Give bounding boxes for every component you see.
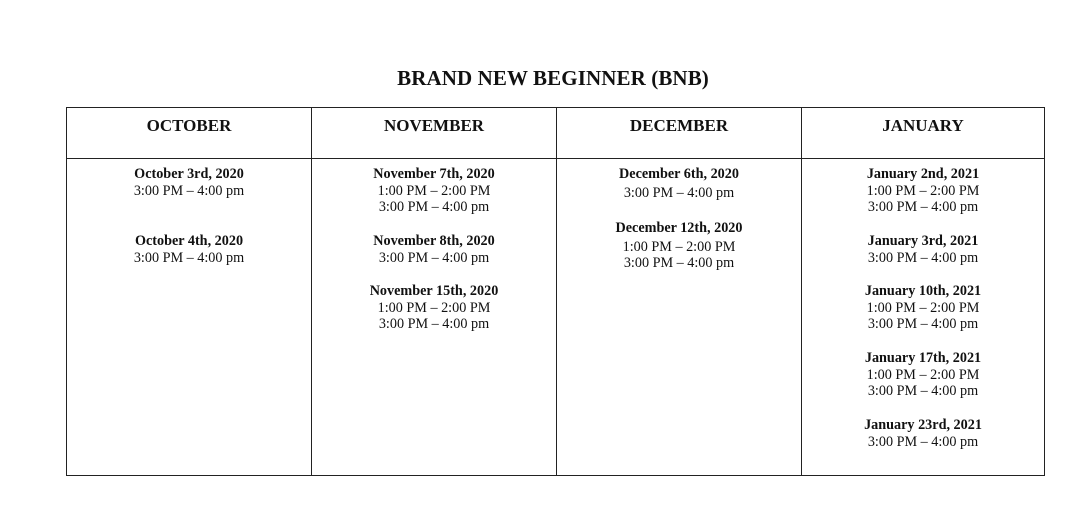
session-date: November 15th, 2020 [369, 283, 499, 299]
session-time: 3:00 PM – 4:00 pm [623, 184, 735, 201]
month-header: NOVEMBER [312, 108, 556, 159]
session-time: 3:00 PM – 4:00 pm [867, 199, 979, 215]
session-entry [802, 417, 1044, 450]
session-time: 1:00 PM – 2:00 PM [377, 182, 491, 199]
session-entry [312, 166, 556, 216]
session-time: 1:00 PM – 2:00 PM [866, 182, 980, 199]
session-date: December 12th, 2020 [615, 220, 743, 236]
session-date: October 4th, 2020 [134, 233, 244, 249]
session-entry [67, 233, 311, 266]
session-date: December 6th, 2020 [619, 166, 739, 182]
session-entry [802, 283, 1044, 333]
session-time: 1:00 PM – 2:00 PM [622, 238, 736, 255]
session-date: November 7th, 2020 [373, 166, 495, 182]
month-column-january [801, 108, 1044, 475]
month-header: OCTOBER [67, 108, 311, 159]
session-entry [557, 220, 801, 272]
session-time: 3:00 PM – 4:00 pm [867, 433, 979, 450]
page-title: BRAND NEW BEGINNER (BNB) [397, 66, 709, 90]
schedule-table [66, 107, 1045, 476]
session-time: 1:00 PM – 2:00 PM [866, 299, 980, 316]
session-date: January 23rd, 2021 [864, 417, 982, 433]
session-time: 3:00 PM – 4:00 pm [378, 199, 490, 215]
session-time: 3:00 PM – 4:00 pm [133, 182, 245, 199]
session-entry [802, 233, 1044, 266]
session-entry [557, 166, 801, 201]
session-date: January 17th, 2021 [864, 350, 982, 366]
session-entry [312, 233, 556, 266]
month-column-november [311, 108, 556, 475]
session-time: 3:00 PM – 4:00 pm [867, 249, 979, 266]
session-date: January 10th, 2021 [864, 283, 982, 299]
month-header: JANUARY [802, 108, 1044, 159]
session-entry [312, 283, 556, 333]
session-date: October 3rd, 2020 [134, 166, 244, 182]
session-time: 3:00 PM – 4:00 pm [378, 316, 490, 332]
session-date: January 3rd, 2021 [867, 233, 979, 249]
month-column-december [556, 108, 801, 475]
session-time: 3:00 PM – 4:00 pm [133, 249, 245, 266]
month-column-october [67, 108, 311, 475]
session-entry [67, 166, 311, 199]
session-time: 1:00 PM – 2:00 PM [866, 366, 980, 383]
session-time: 3:00 PM – 4:00 pm [867, 316, 979, 332]
month-header: DECEMBER [557, 108, 801, 159]
session-date: November 8th, 2020 [373, 233, 495, 249]
session-time: 3:00 PM – 4:00 pm [867, 383, 979, 399]
session-entry [802, 166, 1044, 216]
session-time: 3:00 PM – 4:00 pm [623, 255, 735, 271]
session-entry [802, 350, 1044, 400]
session-date: January 2nd, 2021 [866, 166, 980, 182]
session-time: 1:00 PM – 2:00 PM [377, 299, 491, 316]
session-time: 3:00 PM – 4:00 pm [378, 249, 490, 266]
